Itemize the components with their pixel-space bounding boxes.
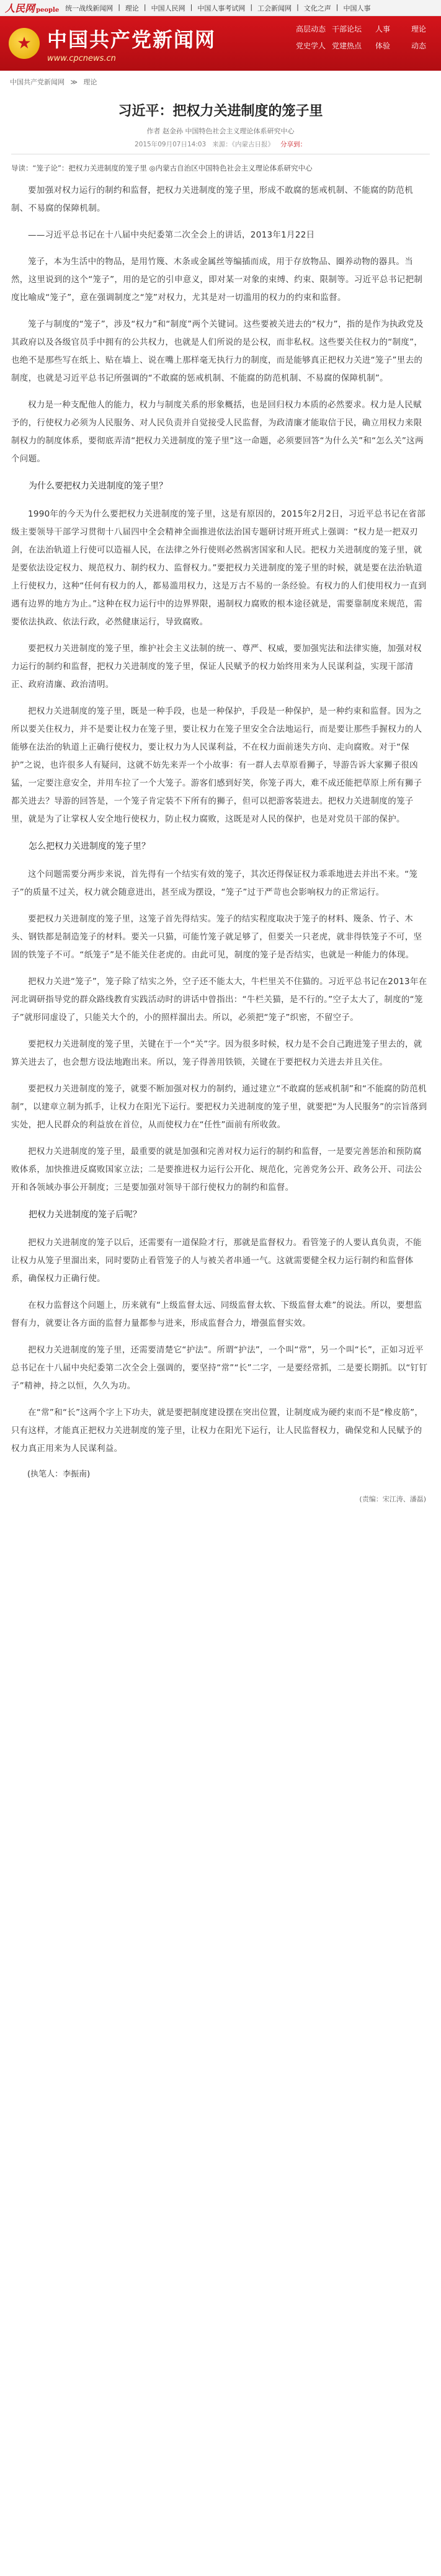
nav-item[interactable]: 干部论坛 [331, 25, 362, 33]
logo-text: 人民网 [5, 2, 35, 14]
top-link[interactable]: 中国人民网 [151, 4, 185, 12]
paragraph: 要加强对权力运行的制约和监督，把权力关进制度的笼子里，形成不敢腐的惩戒机制、不能腐的防范机制、不易腐的保障机制。 [11, 185, 413, 213]
paragraph: 在权力监督这个问题上，历来就有“上级监督太远、同级监督太软、下级监督太难”的说法。所以，要想监督有力，就要让各方面的监督力量都参与进来，形成监督合力，增强监督实效。 [11, 1300, 422, 1328]
paragraph: 把权力关进制度的笼子里，最重要的就是加强和完善对权力运行的制约和监督，一是要完善惩治和预防腐败体系，加快推进反腐败国家立法；二是要推进权力运行公开化、规范化，完善党务公开、政务公开、司法公开和各领域办事公开制度；三是要加强对领导干部行使权力的制约和监督。 [11, 1147, 422, 1193]
paragraph: 要把权力关进制度的笼子里，关键在于一个“关”字。因为很多时候，权力是不会自己跑进笼子里去的，就算关进去了，也会想方设法地跑出来。所以，笼子得善用铁锁，关键在于要把权力关进去并且关住。 [11, 1039, 422, 1067]
top-link[interactable]: 理论 [125, 4, 139, 12]
paragraph: 在“常”和“长”这两个字上下功夫，就是要把制度建设摆在突出位置，让制度成为硬约束而不是“橡皮筋”，只有这样，才能真正把权力关进制度的笼子里，让权力在阳光下运行，让人民监督权力，确保党和人民赋予的权力真正用来为人民谋利益。 [11, 1408, 424, 1454]
top-link[interactable]: 文化之声 [303, 4, 331, 12]
paragraph-citation: ——习近平总书记在十八届中央纪委第二次全会上的讲话，2013年1月22日 [28, 230, 315, 240]
paragraph: 要把权力关进制度的笼子里，维护社会主义法制的统一、尊严、权威，要加强宪法和法律实施，加强对权力运行的制约和监督，把权力关进制度的笼子里，保证人民赋予的权力始终用来为人民谋利益，实现干部清正、政府清廉、政治清明。 [11, 644, 422, 690]
people-logo[interactable] [5, 1, 59, 15]
paragraph: 把权力关进“笼子”，笼子除了结实之外，空子还不能太大，牛栏里关不住猫的。习近平总书记在2013年在河北调研指导党的群众路线教育实践活动时的讲话中曾指出：“牛栏关猫，是不行的。”空子太大了，制度的“笼子”就形同虚设了，只能关大个的，小的照样溜出去。所以，必须把“笼子”织密，不留空子。 [11, 977, 427, 1023]
breadcrumb-current[interactable]: 理论 [83, 78, 97, 86]
separator: | [190, 2, 193, 11]
header-nav [293, 24, 436, 51]
article [0, 100, 441, 1504]
nav-item[interactable]: 体验 [375, 42, 390, 50]
article-editor: (责编：宋江涛、潘磊) [359, 1495, 426, 1503]
article-source: 作者 赵金孙 中国特色社会主义理论体系研究中心 [146, 127, 295, 135]
logo-sub: people [36, 7, 60, 14]
section-heading-after: 把权力关进制度的笼子后呢？ [29, 1210, 141, 1220]
section-heading-how: 怎么把权力关进制度的笼子里？ [29, 842, 150, 851]
site-title[interactable] [47, 24, 216, 63]
paragraph: 要把权力关进制度的笼子，就要不断加强对权力的制约，通过建立“不敢腐的惩戒机制”和“不能腐的防范机制”，以建章立制为抓手，让权力在阳光下运行。要把权力关进制度的笼子里，就要把“为人民服务”的宗旨落到实处，把人民群众的利益放在首位，从而使权力在“任性”面前有所收敛。 [11, 1084, 427, 1130]
breadcrumb-sep: ≫ [70, 78, 78, 86]
nav-item[interactable]: 理论 [411, 25, 426, 33]
article-title: 习近平：把权力关进制度的笼子里 [118, 104, 323, 119]
separator: | [336, 2, 339, 11]
nav-item[interactable]: 人事 [375, 25, 390, 33]
top-links [65, 3, 436, 13]
nav-item[interactable]: 党史学人 [295, 42, 326, 50]
separator: | [250, 2, 253, 11]
top-link[interactable]: 工会新闻网 [257, 4, 292, 12]
top-link[interactable]: 中国人事 [343, 4, 371, 12]
paragraph: 笼子，本为生活中的物品，是用竹篾、木条或金属丝等编插而成，用于存放物品、圈养动物的器具。当然，这里说到的这个“笼子”，用的是它的引申意义，即对某一对象的束缚、约束、限制等。习近平总书记把制度比喻成“笼子”，意在强调制度之“笼”对权力，尤其是对一切滥用的权力的约束和监督。 [11, 257, 423, 303]
top-link[interactable]: 中国人事考试网 [197, 4, 246, 12]
paragraph: 权力是一种支配他人的能力，权力与制度关系的形象概括，也是回归权力本质的必然要求。权力是人民赋予的，行使权力必须为人民服务、对人民负责并自觉接受人民监督，为政清廉才能取信于民，确立用权力来限制权力的制度体系，要彻底弄清“把权力关进制度的笼子里”这一命题，必须要回答“为什么关”和“怎么关”这两个问题。 [11, 400, 424, 464]
article-meta [11, 140, 430, 149]
separator: | [118, 2, 120, 11]
share-link[interactable]: 分享到： [280, 141, 306, 148]
site-name: 中国共产党新闻网 [47, 27, 216, 51]
section-heading-why: 为什么要把权力关进制度的笼子里？ [29, 481, 167, 491]
paragraph: 1990年的今天为什么要把权力关进制度的笼子里，这是有原因的，2015年2月2日，习近平总书记在省部级主要领导干部学习贯彻十八届四中全会精神全面推进依法治国专题研讨班开班式上强调：“权力是一把双刃剑，在法治轨道上行使可以造福人民，在法律之外行使则必然祸害国家和人民。把权力关进制度的笼子里，就是要依法设定权力、规范权力、制约权力、监督权力。”要把权力关进制度的笼子里的时候，就是要在法治轨道上行使权力，这种“任何有权力的人，都易滥用权力，这是万古不易的一条经验。有权力的人们使用权力一直到遇有边界的地方为止。”这种在权力运行中的边界界限，遏制权力腐败的根本途径就是，需要靠制度来规范，需要依法执政、依法行政，必然健康运行，导致腐败。 [11, 509, 427, 627]
article-abstract: 导读：“笼子论”：把权力关进制度的笼子里 ◎内蒙古自治区中国特色社会主义理论体系研究中心 [11, 164, 313, 172]
top-link[interactable]: 统一战线新闻网 [65, 4, 114, 12]
article-date: 2015年09月07日14:03 [135, 141, 207, 148]
breadcrumb-home[interactable]: 中国共产党新闻网 [10, 78, 65, 86]
top-bar [0, 0, 441, 16]
paragraph: 把权力关进制度的笼子里，还需要清楚它“护法”。所谓“护法”，一个叫“常”，另一个叫“长”，正如习近平总书记在十八届中央纪委第二次全会上强调的，要坚持“常”“长”二字，一是要经常抓，二是要长期抓。以“钉钉子”精神，持之以恒，久久为功。 [11, 1345, 428, 1391]
article-origin: 来源：《内蒙古日报》 [212, 141, 274, 148]
site-url: www.cpcnews.cn [47, 53, 116, 63]
paragraph: 要把权力关进制度的笼子里，这笼子首先得结实。笼子的结实程度取决于笼子的材料、篾条、竹子、木头、钢铁都是制造笼子的材料。要关一只猫，可能竹笼子就足够了，但要关一只老虎，就非得铁笼子不可，坚固的铁笼子不可。“纸笼子”是不能关住老虎的。由此可见，制度的笼子是否结实，也就是一种能力的体现。 [11, 914, 422, 960]
separator: | [296, 2, 299, 11]
party-emblem-icon: ★ [9, 28, 40, 59]
nav-item[interactable]: 高层动态 [295, 25, 326, 33]
separator: | [143, 2, 146, 11]
nav-item[interactable]: 党建热点 [331, 42, 362, 50]
paragraph: 把权力关进制度的笼子以后，还需要有一道保险才行，那就是监督权力。看管笼子的人要认真负责，不能让权力从笼子里溜出来，同时要防止看管笼子的人与被关者串通一气。这就需要健全权力运行制约和监督体系，确保权力正确行使。 [11, 1238, 422, 1284]
breadcrumb [0, 71, 441, 87]
paragraph: 这个问题需要分两步来说，首先得有一个结实有效的笼子，其次还得保证权力乖乖地进去并出不来。“笼子”的质量不过关，权力就会随意进出，甚至成为摆设，“笼子”过于严苛也会影响权力的正常运行。 [11, 869, 418, 897]
nav-item[interactable]: 动态 [411, 42, 426, 50]
article-author: (执笔人：李振南) [27, 1470, 91, 1479]
paragraph: 笼子与制度的“笼子”，涉及“权力”和“制度”两个关键词。这些要被关进去的“权力”，指的是作为执政党及其政府以及各级官员手中拥有的公共权力，也就是人们所说的是公权，而非私权。这些要关住权力的“制度”，也绝不是那些写在纸上、贴在墙上、说在嘴上那样毫无执行力的制度，而是能够真正把权力关进“笼子”里去的制度，也就是习近平总书记所强调的“不敢腐的惩戒机制、不能腐的防范机制、不易腐的保障机制”。 [11, 319, 424, 383]
paragraph: 把权力关进制度的笼子里，既是一种手段，也是一种保护，手段是一种保护，是一种约束和监督。因为之所以要关住权力，并不是要让权力在笼子里，要让权力在笼子里安全合法地运行，而是要让那些手握权力的人能够在法治的轨道上正确行使权力，要让权力为人民谋利益，不在权力面前迷失方向、走向腐败。对于“保护”之说，也许很多人有疑问，这就不妨先来弄一个小故事：有一群人去草原看狮子，导游告诉大家狮子很凶猛，一定要注意安全，并用车拉了一个大笼子。游客们感到好笑，你笼子再大，难不成还能把草原上所有狮子都关进去？导游的回答是，一个笼子肯定装不下所有的狮子，但可以把游客装进去。把权力关进制度的笼子里，就是为了让掌权人安全地行使权力，防止权力腐败，这既是对人民的保护，也是对党员干部的保护。 [11, 706, 422, 824]
site-header [0, 16, 441, 71]
